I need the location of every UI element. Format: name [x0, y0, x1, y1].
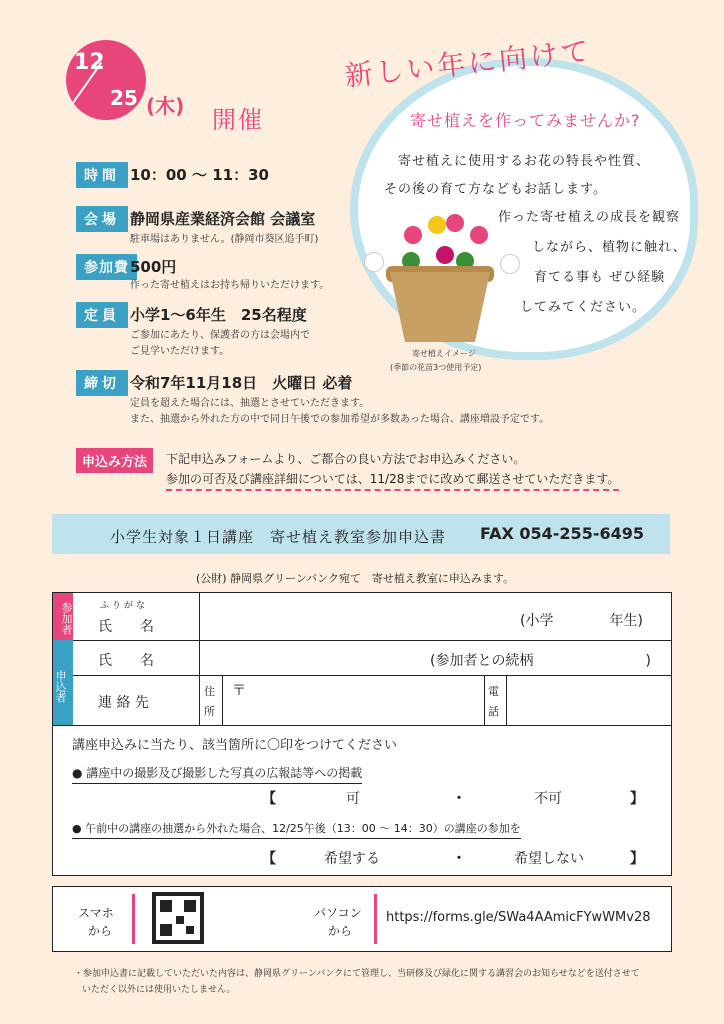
pc-label: パソコン: [314, 906, 362, 920]
privacy-note: [74, 966, 674, 998]
capacity-tag: 定員: [76, 302, 128, 328]
time-tag: 時間: [76, 162, 128, 188]
flower-icon: [364, 252, 384, 272]
form-title: 小学生対象１日講座 寄せ植え教室参加申込書: [110, 528, 447, 546]
fee-value: 500円: [130, 258, 177, 276]
postal-mark: 〒: [232, 683, 246, 699]
bubble-line: してみてください。: [520, 300, 647, 315]
bubble-line: 作った寄せ植えの成長を観察: [498, 210, 681, 225]
from-label: から: [328, 924, 353, 938]
smartphone-label: スマホ: [78, 906, 114, 920]
row-divider: [73, 675, 671, 676]
deadline-note: 定員を超えた場合には、抽選とさせていただきます。: [130, 398, 370, 409]
flower-pot-icon: [390, 272, 490, 342]
contact-label: 連 絡 先: [98, 695, 149, 711]
bracket-close: 】: [630, 791, 644, 807]
grade-field: (小学 年生): [520, 613, 643, 629]
venue-value: 静岡県産業経済会館 会議室: [130, 210, 316, 228]
bubble-line: その後の育て方などもお話します。: [384, 182, 607, 197]
name-label: 氏 名: [98, 619, 154, 635]
option-separator: ・: [452, 851, 466, 867]
flower-icon: [436, 246, 454, 264]
apply-text-highlight: 参加の可否及び講座詳細については、11/28までに改めて郵送させていただきます。: [166, 470, 619, 491]
row-divider: [73, 640, 671, 641]
applicant-label: 申込者: [53, 640, 73, 725]
phone-label: 電話: [488, 685, 499, 718]
bubble-line: しながら、植物に触れ、: [532, 240, 687, 255]
relation-field: (参加者との続柄 ): [430, 653, 651, 669]
col-divider: [222, 676, 223, 725]
capacity-note: ご参加にあたり、保護者の方は会場内で: [130, 330, 310, 341]
address-label: 住所: [204, 685, 215, 718]
form-note: (公財) 静岡県グリーンバンク宛て 寄せ植え教室に申込みます。: [196, 572, 514, 585]
consent-question-2: ● 午前中の講座の抽選から外れた場合、12/25午後（13：00 〜 14：30）の講座の参加を: [72, 820, 521, 839]
apply-text: 下記申込みフォームより、ご都合の良い方法でお申込みください。: [166, 452, 526, 466]
fee-tag: 参加費: [76, 254, 137, 280]
option-want[interactable]: 希望する: [324, 851, 380, 867]
furigana-label: ふりがな: [100, 601, 149, 611]
time-value: 10：00 〜 11：30: [130, 166, 269, 184]
image-caption: 寄せ植えイメージ: [412, 349, 476, 358]
privacy-note-line: いただく以外には使用いたしません。: [82, 985, 236, 995]
consent-question-1: ● 講座中の撮影及び撮影した写真の広報誌等への掲載: [72, 764, 362, 784]
venue-tag: 会場: [76, 206, 128, 232]
applicant-name-label: 氏 名: [98, 653, 154, 669]
flower-icon: [470, 226, 488, 244]
capacity-value: 小学1〜6年生 25名程度: [130, 306, 307, 324]
bubble-line: 寄せ植えに使用するお花の特長や性質、: [398, 154, 651, 169]
col-divider: [484, 676, 485, 725]
capacity-note: ご見学いただけます。: [130, 346, 230, 357]
participant-label: 参加者: [53, 593, 73, 640]
option-deny[interactable]: 不可: [534, 791, 562, 807]
subheadline: 寄せ植えを作ってみませんか?: [410, 111, 641, 130]
fax-number: FAX 054-255-6495: [480, 524, 644, 543]
flower-icon: [500, 254, 520, 274]
flower-icon: [428, 216, 446, 234]
col-divider: [199, 593, 200, 725]
option-allow[interactable]: 可: [346, 791, 360, 807]
date-label: 開催: [212, 106, 264, 134]
option-not-want[interactable]: 希望しない: [514, 851, 584, 867]
form-url-link[interactable]: https://forms.gle/SWa4AAmicFYwWMv28: [386, 910, 651, 925]
option-separator: ・: [452, 791, 466, 807]
deadline-tag: 締切: [76, 370, 128, 396]
deadline-note: また、抽選から外れた方の中で同日午後での参加希望が多数あった場合、講座増設予定です。: [130, 414, 550, 425]
from-label: から: [88, 924, 113, 938]
date-weekday: (木): [146, 94, 185, 118]
image-caption: (季節の花苗3つ使用予定): [390, 363, 482, 372]
qr-code-icon[interactable]: [152, 892, 204, 944]
date-day: 25: [110, 86, 138, 110]
col-divider: [506, 676, 507, 725]
flower-icon: [446, 214, 464, 232]
deadline-value: 令和7年11月18日 火曜日 必着: [130, 374, 353, 392]
flower-icon: [404, 226, 422, 244]
bracket-close: 】: [630, 851, 644, 867]
pink-divider: [132, 894, 135, 944]
bracket-open: 【: [262, 851, 276, 867]
date-month: 12: [74, 50, 105, 75]
privacy-note-line: ・参加申込書に記載していただいた内容は、静岡県グリーンバンクにて管理し、当研修及び緑化に関する講習会のお知らせなどを送付させて: [74, 969, 640, 979]
bubble-line: 育てる事も ぜひ経験: [534, 270, 666, 285]
headline: 新しい年に向けて: [343, 34, 594, 93]
bracket-open: 【: [262, 791, 276, 807]
venue-note: 駐車場はありません。(静岡市葵区追手町): [130, 234, 319, 245]
apply-tag: 申込み方法: [76, 448, 153, 473]
consent-intro: 講座申込みに当たり、該当箇所に〇印をつけてください: [72, 738, 398, 753]
pink-divider: [374, 894, 377, 944]
fee-note: 作った寄せ植えはお持ち帰りいただけます。: [130, 280, 330, 291]
